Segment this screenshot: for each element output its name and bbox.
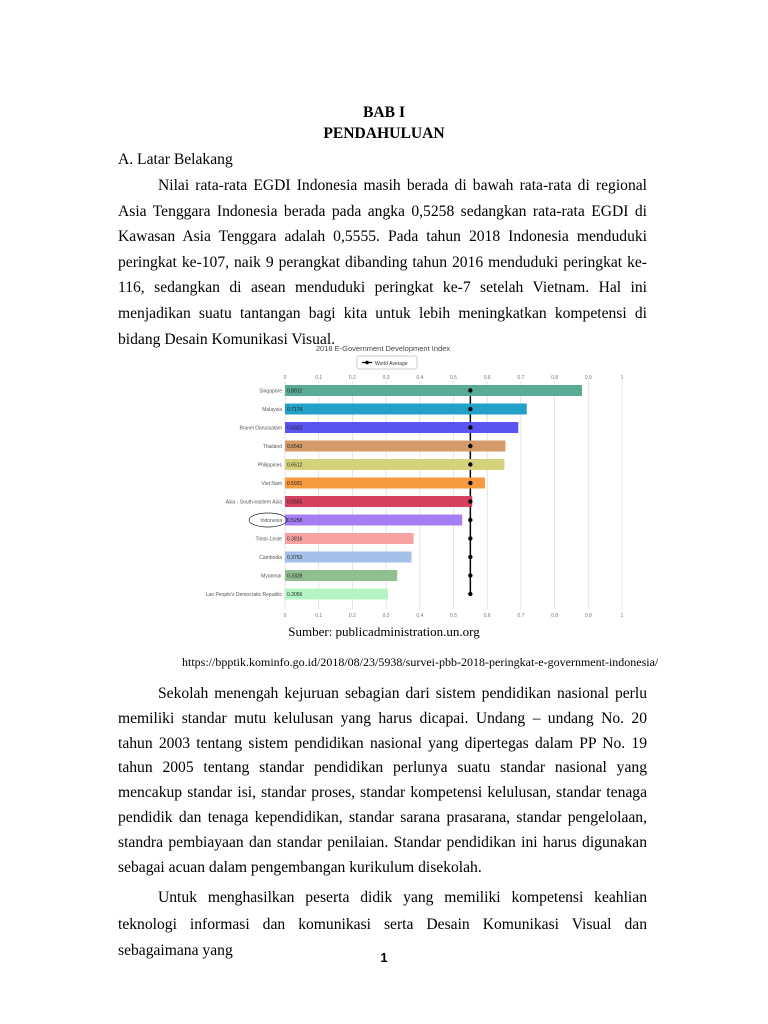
x-tick-label-top: 0.4 <box>416 375 424 381</box>
category-label: Asia - South-eastern Asia <box>225 499 282 506</box>
bar <box>285 552 411 563</box>
world-average-point <box>468 462 472 466</box>
bar <box>285 478 485 489</box>
x-tick-label-top: 0.9 <box>584 375 592 381</box>
data-label: 0.5931 <box>287 481 303 487</box>
x-tick-label-bottom: 0 <box>283 613 287 619</box>
data-label: 0.3328 <box>287 573 303 580</box>
x-tick-label-top: 0 <box>283 375 287 381</box>
world-average-point <box>468 407 472 411</box>
x-tick-label-top: 0.1 <box>315 375 323 381</box>
category-label: Viet Nam <box>261 481 282 487</box>
bar <box>285 515 462 526</box>
bar <box>285 422 518 433</box>
x-tick-label-bottom: 0.8 <box>551 613 559 619</box>
x-tick-label-bottom: 0.5 <box>450 613 457 619</box>
x-tick-label-bottom: 0.4 <box>416 613 424 619</box>
x-tick-label-bottom: 0.9 <box>584 613 592 619</box>
world-average-point <box>468 536 472 540</box>
page-number: 1 <box>380 950 388 965</box>
category-label: Lao People's Democratic Republic <box>205 592 282 598</box>
data-label: 0.5555 <box>287 499 303 506</box>
world-average-point <box>468 592 472 596</box>
x-tick-label-top: 0.6 <box>483 375 491 381</box>
paragraph-2 <box>118 682 647 880</box>
x-tick-label-top: 0.8 <box>551 375 559 381</box>
world-average-point <box>468 481 472 485</box>
legend-label: World Average <box>375 361 408 367</box>
x-tick-label-bottom: 1 <box>620 613 624 619</box>
x-tick-label-bottom: 0.7 <box>517 613 525 619</box>
category-label: Indonesia <box>260 518 282 524</box>
x-tick-label-bottom: 0.1 <box>315 613 323 619</box>
chapter-heading: BAB I <box>362 104 406 121</box>
world-average-point <box>468 444 472 448</box>
chart-title: 2018 E-Government Development Index <box>315 344 451 353</box>
data-label: 0.6543 <box>287 444 303 450</box>
category-label: Thailand <box>262 444 282 450</box>
chart-legend[interactable] <box>357 356 417 369</box>
data-label: 0.7174 <box>287 407 303 413</box>
x-tick-label-top: 0.3 <box>382 375 390 381</box>
bar <box>285 533 414 544</box>
x-tick-label-bottom: 0.6 <box>483 613 491 619</box>
x-tick-label-top: 1 <box>620 375 624 381</box>
egdi-bar-chart <box>185 335 645 623</box>
data-label: 0.3816 <box>287 536 303 543</box>
category-label: Cambodia <box>259 555 282 561</box>
x-tick-label-bottom: 0.3 <box>382 613 390 619</box>
data-label: 0.8812 <box>287 388 303 395</box>
data-label: 0.3056 <box>287 592 303 598</box>
section-heading: A. Latar Belakang <box>118 151 233 168</box>
figure-caption: Sumber: publicadministration.un.org <box>288 624 480 639</box>
world-average-point <box>468 555 472 559</box>
data-label: 0.6923 <box>287 425 303 432</box>
world-average-point <box>468 499 472 503</box>
chapter-title: PENDAHULUAN <box>323 125 445 142</box>
world-average-point <box>468 388 472 392</box>
paragraph-1-text: Nilai rata-rata EGDI Indonesia masih berada di bawah rata-rata di regional Asia Tenggara Indonesia berada pada angka 0,5258 sedangkan rata-rata EGDI di Kawasan Asia Tenggara adalah 0,5555. Pada tahun 2018 Indonesia menduduki peringkat ke-107, naik 9 perangkat dibanding tahun 2016 menduduki peringkat ke-116, sedangkan di asean menduduki peringkat ke-7 setelah Vietnam. Hal ini menjadikan suatu tantangan bagi kita untuk lebih meningkatkan kompetensi di bidang Desain Komunikasi Visual. <box>118 177 647 348</box>
bar <box>285 404 527 415</box>
category-label: Singapore <box>259 388 282 395</box>
x-tick-label-bottom: 0.2 <box>348 613 356 619</box>
category-label: Timor-Leste <box>255 536 282 543</box>
category-label: Malaysia <box>262 407 282 413</box>
bar <box>285 496 472 507</box>
x-tick-label-top: 0.5 <box>450 375 457 381</box>
world-average-point <box>468 518 472 522</box>
x-tick-label-top: 0.2 <box>348 375 356 381</box>
world-average-point <box>468 425 472 429</box>
category-label: Myanmar <box>261 573 282 580</box>
world-average-point <box>468 573 472 577</box>
x-tick-label-top: 0.7 <box>517 375 525 381</box>
paragraph-3-text: Untuk menghasilkan peserta didik yang memiliki kompetensi keahlian teknologi informasi dan komunikasi serta Desain Komunikasi Visual dan sebagaimana yang <box>118 889 647 959</box>
category-label: Philippines <box>257 462 282 469</box>
category-label: Brunei Darussalam <box>239 425 282 432</box>
data-label: 0.3753 <box>287 555 303 561</box>
bar <box>285 385 582 396</box>
source-url[interactable]: https://bpptik.kominfo.go.id/2018/08/23/5938/survei-pbb-2018-peringkat-e-government-indonesia/ <box>182 655 659 669</box>
data-label: 0.6512 <box>287 462 303 469</box>
paragraph-2-text: Sekolah menengah kejuruan sebagian dari sistem pendidikan nasional perlu memiliki standar mutu kelulusan yang harus dicapai. Undang – undang No. 20 tahun 2003 tentang sistem pendidikan nasional yang dipertegas dalam PP No. 19 tahun 2005 tentang standar pendidikan perlunya suatu standar nasional yang mencakup standar isi, standar proses, standar kompetensi kelulusan, standar tenaga pendidik dan tenaga kependidikan, standar sarana prasarana, standar pengelolaan, standra pembiayaan dan standar penilaian. Standar pendidikan ini harus digunakan sebagai acuan dalam pengembangan kurikulum disekolah. <box>118 685 647 876</box>
data-label: 0.5258 <box>287 518 303 524</box>
paragraph-1 <box>118 173 647 352</box>
